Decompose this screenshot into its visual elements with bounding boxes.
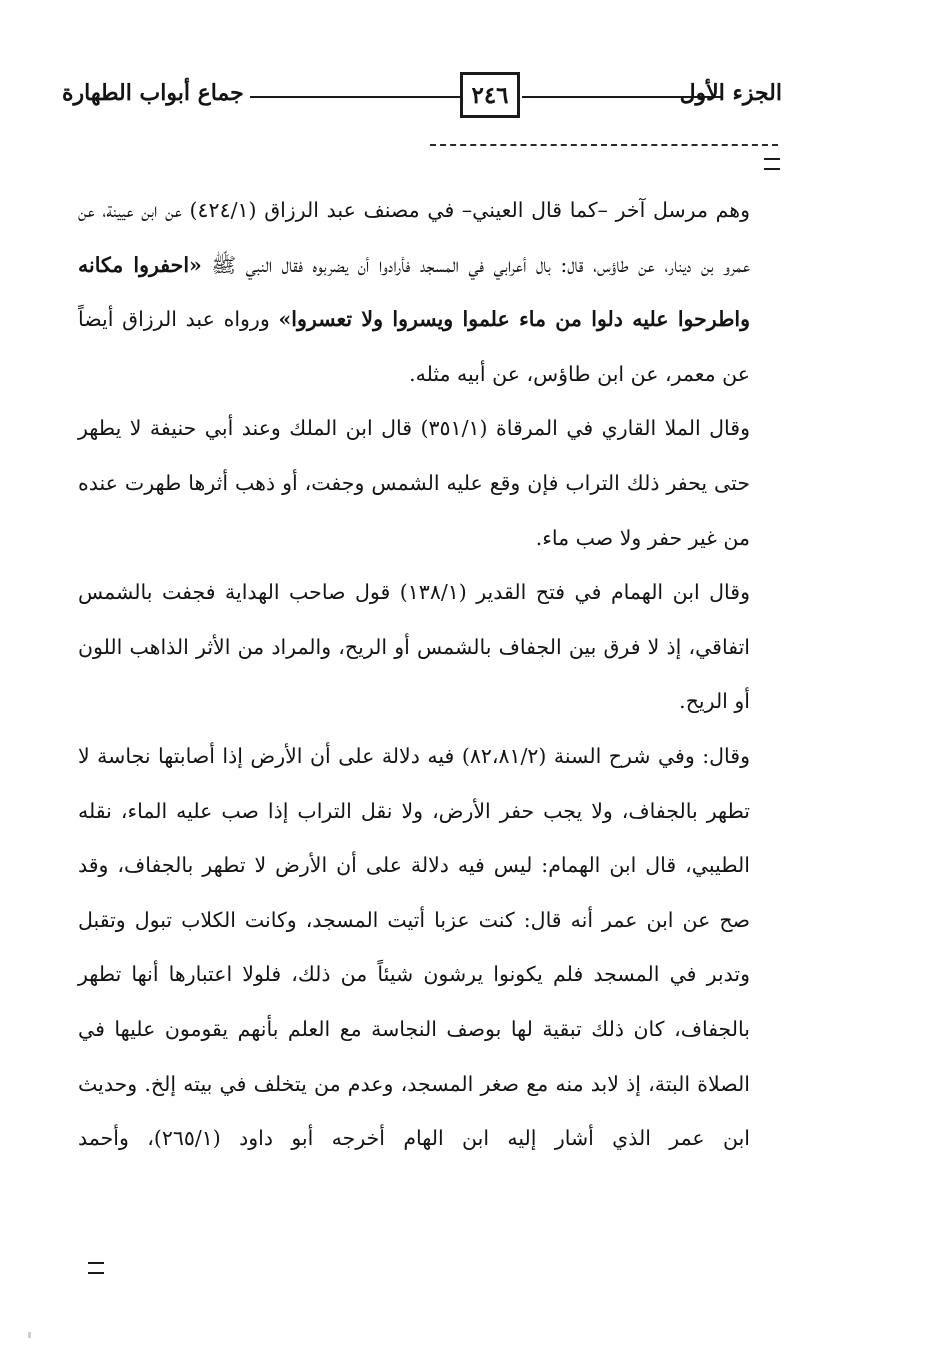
paragraph-2-text: وقال الملا القاري في المرقاة (٣٥١/١) قال ابن الملك وعند أبي حنيفة لا يطهر حتى يحفر ذلك التراب فإن وقع عليه الشمس وجفت، أو ذهب أثرها طهرت عنده من غير حفر ولا صب ماء. — [78, 416, 750, 550]
continuation-mark-top — [764, 158, 780, 170]
paragraph-4-text: وقال: وفي شرح السنة (٨٢،٨١/٢) فيه دلالة على أن الأرض إذا أصابتها نجاسة لا تطهر بالجفاف، ولا يجب حفر الأرض، ولا نقل التراب إذا صب عليه الماء، نقله الطيبي، قال ابن الهمام: ليس فيه دلالة على أن الأرض لا تطهر بالجفاف، وقد صح عن ابن عمر أنه قال: كنت عزبا أتيت المسجد، وكانت الكلاب تبول وتقبل وتدبر في المسجد فلم يكونوا يرشون شيئاً من ذلك، فلولا اعتبارها أنها تطهر بالجفاف، كان ذلك تبقية لها بوصف النجاسة مع العلم بأنهم يقومون عليها في الصلاة البتة، إذ لابد منه مع صغر المسجد، وعدم من يتخلف في بيته إلخ. وحديث ابن عمر الذي أشار إليه ابن الهام أخرجه أبو داود (٢٦٥/١)، وأحمد — [78, 743, 751, 1151]
header-dashed-divider — [430, 144, 778, 146]
paragraph-1-text: وهم مرسل آخر –كما قال العيني– في مصنف عبد الرزاق (٤٢٤/١) عن ابن عيينة، عن عمرو بن دينار، عن طاؤس، قال: بال أعرابي في المسجد فأرادوا أن يضربوه فقال النبي ﷺ — [78, 198, 750, 277]
page-number-box — [460, 72, 520, 118]
header-rule-left — [250, 96, 460, 98]
paragraph-3 — [78, 565, 750, 729]
paragraph-1-rest: ورواه عبد الرزاق أيضاً عن معمر، عن ابن طاؤس، عن أبيه مثله. — [78, 307, 750, 386]
scan-speck — [28, 1332, 31, 1338]
page-number: ٢٤٦ — [471, 81, 509, 109]
hadith-quote: «احفروا مكانه واطرحوا عليه دلوا من ماء علموا ويسروا ولا تعسروا» — [78, 252, 751, 332]
paragraph-1 — [78, 183, 750, 401]
continuation-mark-bottom — [88, 1262, 104, 1274]
section-title: جماع أبواب الطهارة — [62, 80, 244, 106]
volume-label: الجزء الأول — [679, 80, 782, 106]
paragraph-3-text: وقال ابن الهمام في فتح القدير (١٣٨/١) قول صاحب الهداية فجفت بالشمس اتفاقي، إذ لا فرق بين الجفاف بالشمس أو الريح، والمراد من الأثر الذاهب اللون أو الريح. — [78, 580, 750, 714]
paragraph-2 — [78, 401, 750, 565]
body-text — [78, 183, 750, 1166]
paragraph-4 — [78, 729, 750, 1166]
running-header — [62, 66, 782, 128]
